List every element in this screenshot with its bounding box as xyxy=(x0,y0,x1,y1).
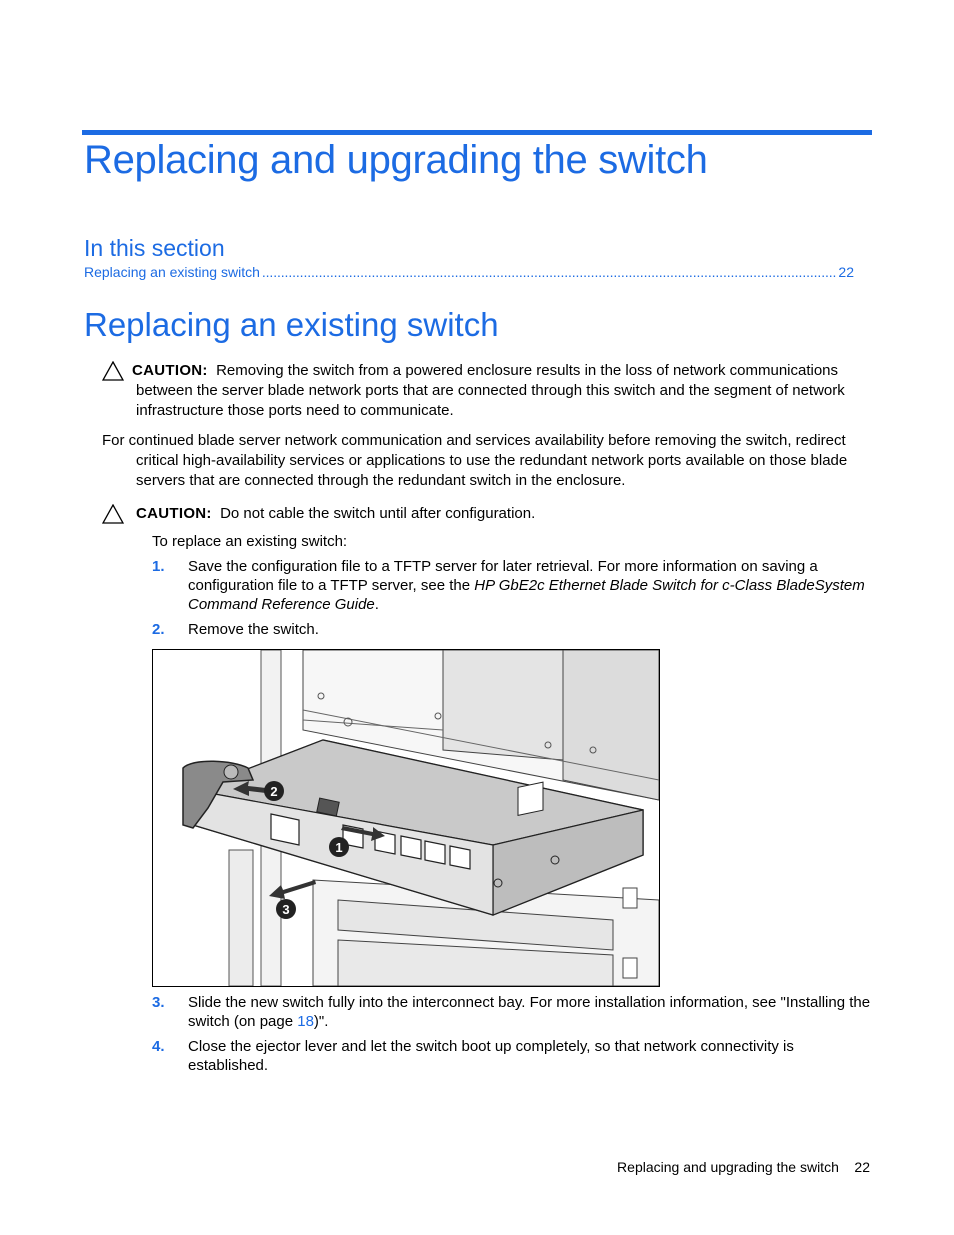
step-end: . xyxy=(374,596,379,613)
toc-entry[interactable] xyxy=(84,264,854,280)
step-text: Save the configuration file to a TFTP server for later retrieval. For more information on saving a configuration file to a TFTP server, see the xyxy=(188,558,818,594)
page-footer xyxy=(617,1159,870,1175)
chapter-rule xyxy=(82,130,872,135)
caution-icon xyxy=(102,361,124,381)
caution-icon xyxy=(102,504,124,524)
reference-guide-title: HP GbE2c Ethernet Blade Switch for c-Class BladeSystem Command Reference Guide xyxy=(188,577,865,613)
switch-removal-illustration xyxy=(153,650,659,986)
callout-1-label: 1 xyxy=(335,840,343,855)
paragraph-text: For continued blade server network communication and services availability before removing the switch, redirect critical high-availability services or applications to use the redundant network ports available on those blade servers that are connected through the redundant switch in the enclosure. xyxy=(102,432,848,489)
step-number: 1. xyxy=(152,558,165,575)
step-text: Remove the switch. xyxy=(188,621,319,638)
step-number: 3. xyxy=(152,994,165,1011)
step-2 xyxy=(152,620,872,639)
footer-title: Replacing and upgrading the switch xyxy=(617,1159,839,1175)
callout-2-label: 2 xyxy=(270,784,278,799)
caution-text: Do not cable the switch until after configuration. xyxy=(220,505,536,522)
section-title: Replacing an existing switch xyxy=(84,306,499,343)
callout-3-label: 3 xyxy=(282,902,290,917)
caution-notice-1 xyxy=(102,361,872,421)
step-1 xyxy=(152,557,872,614)
step-4 xyxy=(152,1037,872,1075)
footer-page-number: 22 xyxy=(854,1159,870,1175)
step-text: Close the ejector lever and let the switch boot up completely, so that network connectivity is established. xyxy=(188,1038,794,1074)
paragraph xyxy=(102,431,872,491)
page-link[interactable]: 18 xyxy=(297,1013,314,1030)
step-number: 4. xyxy=(152,1038,165,1055)
procedure-intro: To replace an existing switch: xyxy=(152,533,348,550)
switch-removal-figure xyxy=(152,649,660,987)
chapter-title: Replacing and upgrading the switch xyxy=(84,138,708,182)
caution-text: Removing the switch from a powered enclosure results in the loss of network communications between the server blade network ports that are connected through this switch and the segment of network infrastructure those ports need to communicate. xyxy=(136,362,845,419)
toc-heading: In this section xyxy=(84,235,225,261)
caution-label: CAUTION: xyxy=(136,505,212,522)
caution-label: CAUTION: xyxy=(132,362,208,379)
step-number: 2. xyxy=(152,621,165,638)
step-text: Slide the new switch fully into the interconnect bay. For more installation information, see "Installing the switch (on page xyxy=(188,994,871,1030)
toc-leader xyxy=(262,264,837,280)
toc-entry-label[interactable]: Replacing an existing switch xyxy=(84,264,260,280)
toc-entry-page[interactable]: 22 xyxy=(838,264,854,280)
step-3 xyxy=(152,993,872,1031)
caution-notice-2 xyxy=(102,504,872,524)
step-end: )". xyxy=(313,1013,329,1030)
